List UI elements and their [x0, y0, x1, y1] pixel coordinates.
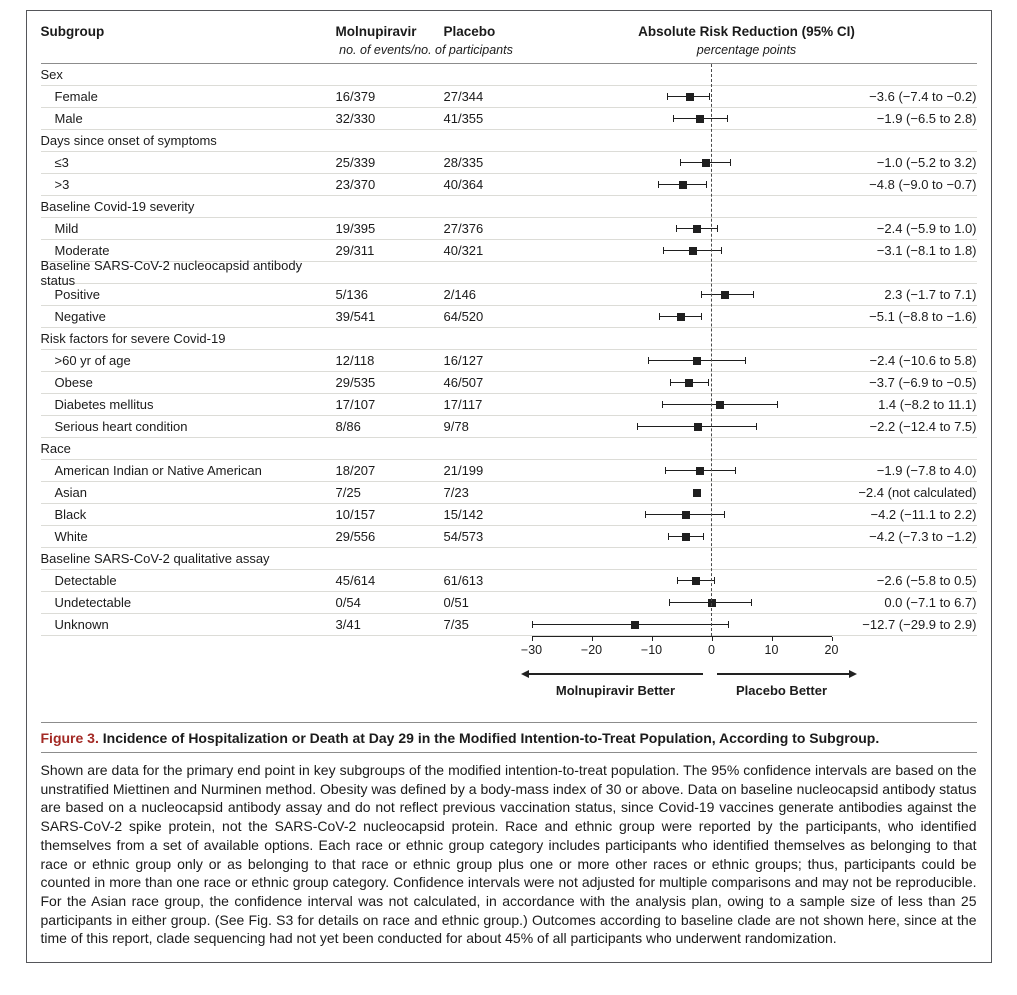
- ci-upper-cap: [724, 511, 725, 518]
- subgroup-label: White: [54, 529, 88, 544]
- subgroup-label: Male: [54, 111, 83, 126]
- point-estimate-marker: [689, 247, 697, 255]
- point-estimate-marker: [696, 467, 704, 475]
- subgroup-label: Baseline SARS-CoV-2 qualitative assay: [40, 551, 270, 566]
- ci-upper-cap: [714, 577, 715, 584]
- point-estimate-marker: [685, 379, 693, 387]
- arr-value: −5.1 (−8.8 to −1.6): [869, 309, 977, 324]
- subgroup-label: Diabetes mellitus: [54, 397, 154, 412]
- x-axis: [41, 636, 977, 664]
- ci-lower-cap: [659, 313, 660, 320]
- placebo-events: 27/344: [443, 89, 484, 104]
- molnupiravir-events: 5/136: [335, 287, 369, 302]
- ci-upper-cap: [708, 379, 709, 386]
- ci-plot-cell: [517, 482, 847, 503]
- subgroup-data-row: [41, 592, 977, 614]
- ci-plot-cell: [517, 416, 847, 437]
- axis-tick-label: −30: [520, 643, 543, 657]
- ci-lower-cap: [667, 93, 668, 100]
- caption-body: Shown are data for the primary end point in key subgroups of the modified intention-to-treat population. The 95% confidence intervals are based on the unstratified Miettinen and Nurminen method. Obesity was defined by a body-mass index of 30 or above. Data on baseline nucleocapsid antibody status are based on a nucleocapsid antibody assay and do not reflect previous vaccination status, since Covid-19 vaccines generate antibodies against the SARS-CoV-2 spike protein, not the SARS-CoV-2 nucleocapsid protein. Race and ethnic group were reported by the participants, who identified themselves from a set of available options. Each race or ethnic group category includes participants who identified themselves as belonging to that race or ethnic group only or as belonging to that race or ethnic group plus one or more other races or ethnic groups; thus, participants could be counted in more than one race or ethnic group category. Confidence intervals were not adjusted for multiple comparisons and may not be reproducible. For the Asian race group, the confidence interval was not calculated, in accordance with the analysis plan, owing to a sample size of less than 25 participants in either group. (See Fig. S3 for details on race and ethnic group.) Outcomes according to baseline clade are not shown here, since at the time of this report, clade sequencing had not yet been conducted for about 45% of all participants who underwent randomization.: [40, 762, 977, 947]
- subgroup-label: Positive: [54, 287, 101, 302]
- point-estimate-marker: [694, 423, 702, 431]
- figure-caption: [41, 722, 977, 948]
- placebo-events: 9/78: [443, 419, 469, 434]
- ci-lower-cap: [676, 225, 677, 232]
- ci-plot-cell: [517, 196, 847, 217]
- subgroup-data-row: [41, 526, 977, 548]
- ci-plot-cell: [517, 350, 847, 371]
- ci-lower-cap: [532, 621, 533, 628]
- arr-units-label: percentage points: [696, 43, 797, 57]
- arrows-area: [517, 666, 847, 710]
- point-estimate-marker: [693, 225, 701, 233]
- caption-title: Incidence of Hospitalization or Death at Day 29 in the Modified Intention-to-Treat Population, According to Subgroup.: [102, 730, 880, 746]
- caption-top-rule: [41, 722, 977, 723]
- ci-upper-cap: [751, 599, 752, 606]
- subgroup-section-row: [41, 130, 977, 152]
- subgroup-data-row: [41, 174, 977, 196]
- ci-lower-cap: [673, 115, 674, 122]
- subgroup-label: Moderate: [54, 243, 110, 258]
- arr-value: 0.0 (−7.1 to 6.7): [884, 595, 977, 610]
- point-estimate-marker: [693, 489, 701, 497]
- arr-value: −3.7 (−6.9 to −0.5): [869, 375, 977, 390]
- subheader-spacer: [41, 42, 336, 58]
- subgroup-label: Risk factors for severe Covid-19: [40, 331, 226, 346]
- forest-rows: [41, 64, 977, 636]
- subgroup-data-row: [41, 504, 977, 526]
- ci-lower-cap: [662, 401, 663, 408]
- molnupiravir-events: 0/54: [335, 595, 361, 610]
- placebo-events: 54/573: [443, 529, 484, 544]
- ci-upper-cap: [730, 159, 731, 166]
- placebo-events: 46/507: [443, 375, 484, 390]
- subgroup-section-row: [40, 257, 977, 288]
- subgroup-label: ≤3: [54, 155, 69, 170]
- molnupiravir-events: 32/330: [335, 111, 376, 126]
- ci-plot-cell: [517, 306, 847, 327]
- point-estimate-marker: [686, 93, 694, 101]
- molnupiravir-events: 18/207: [335, 463, 376, 478]
- point-estimate-marker: [696, 115, 704, 123]
- subgroup-label: Serious heart condition: [54, 419, 188, 434]
- ci-plot-cell: [517, 438, 847, 459]
- arr-value: −2.2 (−12.4 to 7.5): [869, 419, 977, 434]
- subgroup-data-row: [41, 306, 977, 328]
- subgroup-label: >3: [54, 177, 70, 192]
- placebo-events: 0/51: [443, 595, 469, 610]
- ci-lower-cap: [637, 423, 638, 430]
- point-estimate-marker: [702, 159, 710, 167]
- subgroup-label: Negative: [54, 309, 106, 324]
- ci-plot-cell: [517, 284, 847, 305]
- placebo-events: 40/364: [443, 177, 484, 192]
- arr-value: −4.8 (−9.0 to −0.7): [869, 177, 977, 192]
- ci-upper-cap: [728, 621, 729, 628]
- molnupiravir-events: 45/614: [335, 573, 376, 588]
- left-direction-arrow-icon: [529, 673, 703, 675]
- axis-tick-label: 0: [708, 643, 715, 657]
- placebo-events: 41/355: [443, 111, 484, 126]
- subgroup-label: Sex: [40, 67, 63, 82]
- subgroup-label: Days since onset of symptoms: [40, 133, 217, 148]
- molnupiravir-events: 23/370: [335, 177, 376, 192]
- ci-plot-cell: [517, 592, 847, 613]
- subgroup-data-row: [41, 350, 977, 372]
- point-estimate-marker: [692, 577, 700, 585]
- ci-plot-cell: [517, 460, 847, 481]
- placebo-better-label: Placebo Better: [735, 683, 828, 698]
- ci-upper-cap: [777, 401, 778, 408]
- figure-panel: [26, 10, 992, 963]
- caption-title-line: [41, 729, 977, 747]
- subgroup-section-row: [41, 548, 977, 570]
- right-direction-arrow-icon: [717, 673, 849, 675]
- ci-lower-cap: [665, 467, 666, 474]
- molnupiravir-events: 17/107: [335, 397, 376, 412]
- placebo-events: 2/146: [443, 287, 477, 302]
- point-estimate-marker: [682, 511, 690, 519]
- subgroup-data-row: [41, 108, 977, 130]
- point-estimate-marker: [631, 621, 639, 629]
- subgroup-data-row: [41, 218, 977, 240]
- axis-tick: [772, 637, 773, 641]
- arr-value: −2.4 (−5.9 to 1.0): [876, 221, 977, 236]
- placebo-events: 28/335: [443, 155, 484, 170]
- subgroup-label: American Indian or Native American: [54, 463, 262, 478]
- molnupiravir-events: 29/556: [335, 529, 376, 544]
- arr-value: −12.7 (−29.9 to 2.9): [862, 617, 977, 632]
- molnupiravir-events: 29/311: [335, 243, 375, 258]
- placebo-events: 40/321: [443, 243, 484, 258]
- subgroup-data-row: [41, 570, 977, 592]
- ci-lower-cap: [669, 599, 670, 606]
- subgroup-data-row: [41, 152, 977, 174]
- subgroup-label: Detectable: [54, 573, 117, 588]
- arr-value: 2.3 (−1.7 to 7.1): [884, 287, 977, 302]
- ci-lower-cap: [648, 357, 649, 364]
- subgroup-section-row: [41, 438, 977, 460]
- direction-arrows: [41, 666, 977, 710]
- placebo-events: 7/23: [443, 485, 469, 500]
- ci-plot-cell: [517, 570, 847, 591]
- subgroup-label: Undetectable: [54, 595, 132, 610]
- ci-plot-cell: [517, 86, 847, 107]
- column-header-arr: Absolute Risk Reduction (95% CI): [638, 24, 855, 39]
- ci-upper-cap: [721, 247, 722, 254]
- ci-plot-cell: [517, 328, 847, 349]
- figure-number-label: Figure 3.: [40, 730, 99, 746]
- placebo-events: 15/142: [443, 507, 484, 522]
- arrows-spacer: [41, 666, 517, 710]
- ci-upper-cap: [717, 225, 718, 232]
- placebo-events: 16/127: [443, 353, 484, 368]
- ci-lower-cap: [668, 533, 669, 540]
- point-estimate-marker: [677, 313, 685, 321]
- subgroup-data-row: [41, 86, 977, 108]
- arr-value: −2.6 (−5.8 to 0.5): [876, 573, 977, 588]
- ci-plot-cell: [517, 240, 847, 261]
- point-estimate-marker: [682, 533, 690, 541]
- axis-baseline: [532, 636, 832, 637]
- ci-upper-cap: [706, 181, 707, 188]
- axis-tick-label: −10: [640, 643, 663, 657]
- axis-spacer: [41, 636, 517, 664]
- molnupiravir-events: 10/157: [335, 507, 376, 522]
- ci-plot-cell: [517, 174, 847, 195]
- ci-plot-cell: [517, 614, 847, 635]
- subgroup-section-row: [41, 64, 977, 86]
- subgroup-data-row: [41, 482, 977, 504]
- subgroup-data-row: [41, 284, 977, 306]
- molnupiravir-better-label: Molnupiravir Better: [555, 683, 676, 698]
- subgroup-data-row: [41, 614, 977, 636]
- ci-lower-cap: [645, 511, 646, 518]
- ci-lower-cap: [658, 181, 659, 188]
- molnupiravir-events: 7/25: [335, 485, 361, 500]
- axis-tick: [832, 637, 833, 641]
- molnupiravir-events: 8/86: [335, 419, 361, 434]
- ci-plot-cell: [517, 152, 847, 173]
- placebo-events: 61/613: [443, 573, 484, 588]
- subgroup-data-row: [41, 394, 977, 416]
- column-header-placebo: Placebo: [443, 24, 496, 39]
- arr-value: −4.2 (−11.1 to 2.2): [870, 507, 977, 522]
- subgroup-label: Baseline SARS-CoV-2 nucleocapsid antibody status: [40, 257, 303, 288]
- ci-plot-cell: [517, 372, 847, 393]
- ci-plot-cell: [517, 526, 847, 547]
- ci-lower-cap: [663, 247, 664, 254]
- ci-lower-cap: [670, 379, 671, 386]
- ci-plot-cell: [517, 108, 847, 129]
- subgroup-label: Female: [54, 89, 98, 104]
- molnupiravir-events: 12/118: [335, 353, 375, 368]
- subgroup-label: Baseline Covid-19 severity: [40, 199, 195, 214]
- table-header-row: [41, 23, 977, 41]
- molnupiravir-events: 25/339: [335, 155, 376, 170]
- molnupiravir-events: 29/535: [335, 375, 376, 390]
- molnupiravir-events: 19/395: [335, 221, 376, 236]
- subgroup-label: Race: [40, 441, 71, 456]
- point-estimate-marker: [721, 291, 729, 299]
- subgroup-label: Asian: [54, 485, 88, 500]
- point-estimate-marker: [679, 181, 687, 189]
- ci-lower-cap: [677, 577, 678, 584]
- axis-tick-label: 10: [764, 643, 779, 657]
- arr-value: −3.1 (−8.1 to 1.8): [876, 243, 977, 258]
- ci-upper-cap: [745, 357, 746, 364]
- ci-lower-cap: [701, 291, 702, 298]
- arr-value: −3.6 (−7.4 to −0.2): [869, 89, 977, 104]
- placebo-events: 64/520: [443, 309, 484, 324]
- arr-value: −4.2 (−7.3 to −1.2): [869, 529, 977, 544]
- arr-value: −1.9 (−7.8 to 4.0): [876, 463, 977, 478]
- subgroup-data-row: [41, 460, 977, 482]
- point-estimate-marker: [716, 401, 724, 409]
- placebo-events: 7/35: [443, 617, 469, 632]
- subgroup-label: Unknown: [54, 617, 109, 632]
- point-estimate-marker: [693, 357, 701, 365]
- ci-upper-cap: [703, 533, 704, 540]
- ci-upper-cap: [756, 423, 757, 430]
- axis-tick-label: −20: [580, 643, 603, 657]
- subgroup-section-row: [41, 328, 977, 350]
- ci-upper-cap: [753, 291, 754, 298]
- molnupiravir-events: 3/41: [335, 617, 361, 632]
- ci-plot-cell: [517, 218, 847, 239]
- ci-plot-cell: [517, 130, 847, 151]
- arr-value: −2.4 (−10.6 to 5.8): [869, 353, 977, 368]
- ci-plot-cell: [517, 548, 847, 569]
- axis-tick: [712, 637, 713, 641]
- point-estimate-marker: [708, 599, 716, 607]
- arr-value: −1.0 (−5.2 to 3.2): [876, 155, 977, 170]
- subgroup-data-row: [41, 372, 977, 394]
- ci-upper-cap: [701, 313, 702, 320]
- placebo-events: 27/376: [443, 221, 484, 236]
- subgroup-label: >60 yr of age: [54, 353, 131, 368]
- axis-tick: [592, 637, 593, 641]
- subgroup-label: Obese: [54, 375, 93, 390]
- ci-plot-cell: [517, 504, 847, 525]
- axis-tick-label: 20: [824, 643, 839, 657]
- subgroup-section-row: [41, 196, 977, 218]
- axis-tick: [532, 637, 533, 641]
- ci-upper-cap: [727, 115, 728, 122]
- ci-plot-cell: [517, 394, 847, 415]
- ci-upper-cap: [735, 467, 736, 474]
- column-header-subgroup: Subgroup: [40, 24, 105, 39]
- caption-mid-rule: [41, 752, 977, 753]
- plot-rows-area: [41, 64, 977, 636]
- ci-plot-cell: [517, 64, 847, 85]
- subgroup-label: Mild: [54, 221, 79, 236]
- axis-scale: [517, 636, 847, 664]
- placebo-events: 17/117: [443, 397, 483, 412]
- zero-reference-line: [711, 64, 712, 636]
- subgroup-label: Black: [54, 507, 87, 522]
- column-header-molnupiravir: Molnupiravir: [335, 24, 417, 39]
- events-note: no. of events/no. of participants: [339, 43, 513, 57]
- axis-tick: [652, 637, 653, 641]
- arr-value: 1.4 (−8.2 to 11.1): [878, 397, 977, 412]
- arr-value: −2.4 (not calculated): [858, 485, 977, 500]
- placebo-events: 21/199: [443, 463, 484, 478]
- ci-plot-cell: [517, 262, 847, 283]
- molnupiravir-events: 39/541: [335, 309, 376, 324]
- arr-value: −1.9 (−6.5 to 2.8): [876, 111, 977, 126]
- molnupiravir-events: 16/379: [335, 89, 376, 104]
- ci-lower-cap: [680, 159, 681, 166]
- subgroup-data-row: [41, 416, 977, 438]
- forest-plot-table: [41, 23, 977, 710]
- table-subheader-row: [41, 41, 977, 64]
